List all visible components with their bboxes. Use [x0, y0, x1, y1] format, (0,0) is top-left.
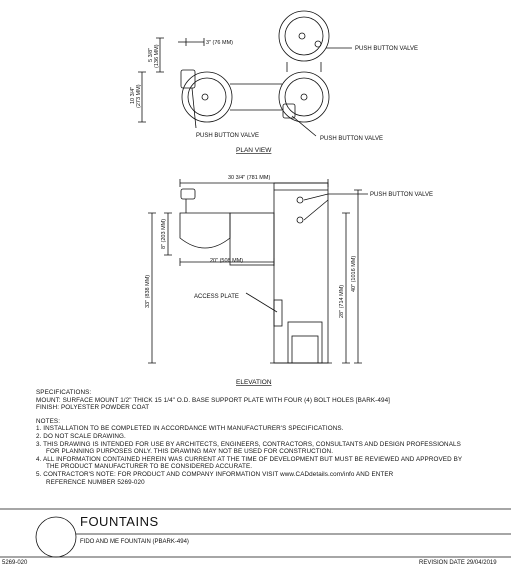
plan-valve-left: [181, 70, 195, 88]
plan-left-bowl-outer: [182, 72, 232, 122]
plan-left-bowl-drain: [202, 94, 208, 100]
plan-top-bowl-outer: [279, 11, 329, 61]
elev-dim-28: 28" (714 MM): [339, 284, 345, 318]
elev-valve-2: [297, 217, 303, 223]
plan-left-bowl-inner: [188, 78, 226, 116]
plan-view-title: PLAN VIEW: [236, 147, 272, 154]
plan-dim-gap: 3" (76 MM): [206, 40, 234, 46]
elev-label-access: ACCESS PLATE: [194, 294, 239, 300]
elevation-title: ELEVATION: [236, 379, 272, 386]
plan-label-valve-right: PUSH BUTTON VALVE: [320, 136, 384, 142]
elev-dim-bowl: 8" (203 MM): [161, 218, 167, 249]
note-3b: FOR PLANNING PURPOSES ONLY. THIS DRAWING MAY NOT BE USED FOR CONSTRUCTION.: [46, 448, 334, 456]
note-4a: 4. ALL INFORMATION CONTAINED HEREIN WAS CURRENT AT THE TIME OF DEVELOPMENT BUT MUST BE REVIEWED AND APPROVED BY: [36, 455, 463, 463]
plan-right-bowl-inner: [285, 78, 323, 116]
elev-leader-access: [246, 293, 277, 312]
plan-label-valve-top: PUSH BUTTON VALVE: [355, 46, 419, 52]
elev-access-plate: [274, 300, 282, 326]
elevation-view: [148, 179, 368, 363]
elev-bowl: [180, 213, 230, 248]
note-5a: 5. CONTRACTOR'S NOTE: FOR PRODUCT AND COMPANY INFORMATION VISIT www.CADdetails.com/info AND ENTER: [36, 470, 394, 478]
notes-heading: NOTES:: [36, 417, 61, 425]
plan-leader-right: [292, 116, 316, 136]
elev-label-valve: PUSH BUTTON VALVE: [370, 192, 434, 198]
plan-dim-b-mm: (273 MM): [136, 84, 142, 108]
plan-right-bowl-drain: [301, 94, 307, 100]
specs-finish: FINISH: POLYESTER POWDER COAT: [36, 404, 150, 412]
specs-heading: SPECIFICATIONS:: [36, 389, 92, 396]
elev-dim-width: 30 3/4" (781 MM): [228, 175, 271, 181]
plan-valve-right: [283, 104, 295, 118]
elev-valve-1: [297, 197, 303, 203]
plan-right-bowl-outer: [279, 72, 329, 122]
plan-top-bowl-inner: [285, 17, 323, 55]
note-3a: 3. THIS DRAWING IS INTENDED FOR USE BY ARCHITECTS, ENGINEERS, CONTRACTORS, CONSULTANTS AND DESIGN PROFESSIONALS: [36, 440, 461, 448]
elev-dim-reach: 20" (508 MM): [210, 258, 244, 264]
plan-leader-left: [192, 88, 196, 128]
plan-dim-a: 5 3/8": [148, 47, 154, 62]
specs-mount: MOUNT: SURFACE MOUNT 1/2" THICK 15 1/4" O.D. BASE SUPPORT PLATE WITH FOUR (4) BOLT HOLES [BARK-494]: [36, 396, 391, 404]
title-block-frame: [0, 509, 511, 557]
plan-dim-gap-line: [186, 38, 204, 46]
note-1: 1. INSTALLATION TO BE COMPLETED IN ACCORDANCE WITH MANUFACTURER'S SPECIFICATIONS.: [36, 425, 344, 433]
note-4b: THE PRODUCT MANUFACTURER TO BE CONSIDERED ACCURATE.: [46, 463, 253, 471]
plan-dim-a-mm: (136 MM): [154, 44, 160, 68]
plan-arm: [230, 84, 282, 110]
elev-dim-33: 33" (838 MM): [145, 274, 151, 308]
note-2: 2. DO NOT SCALE DRAWING.: [36, 432, 126, 440]
elev-dim-40: 40" (1016 MM): [351, 255, 357, 292]
elev-bubbler: [181, 189, 195, 199]
notes-block: [36, 389, 476, 486]
plan-top-bowl-drain: [299, 33, 305, 39]
sheet-number: 5269-020: [2, 560, 28, 566]
plan-label-valve-left: PUSH BUTTON VALVE: [196, 133, 260, 139]
revision-date: REVISION DATE 29/04/2019: [419, 560, 497, 566]
plan-view: [138, 11, 352, 136]
title-block-subtitle: FIDO AND ME FOUNTAIN (PBARK-494): [80, 539, 189, 545]
title-block-circle: [36, 517, 76, 557]
title-block-title: FOUNTAINS: [80, 514, 159, 529]
elev-base: [288, 322, 322, 363]
plan-dim-b: 10 3/4": [130, 86, 136, 104]
note-5b: REFERENCE NUMBER 5269-020: [46, 478, 145, 486]
